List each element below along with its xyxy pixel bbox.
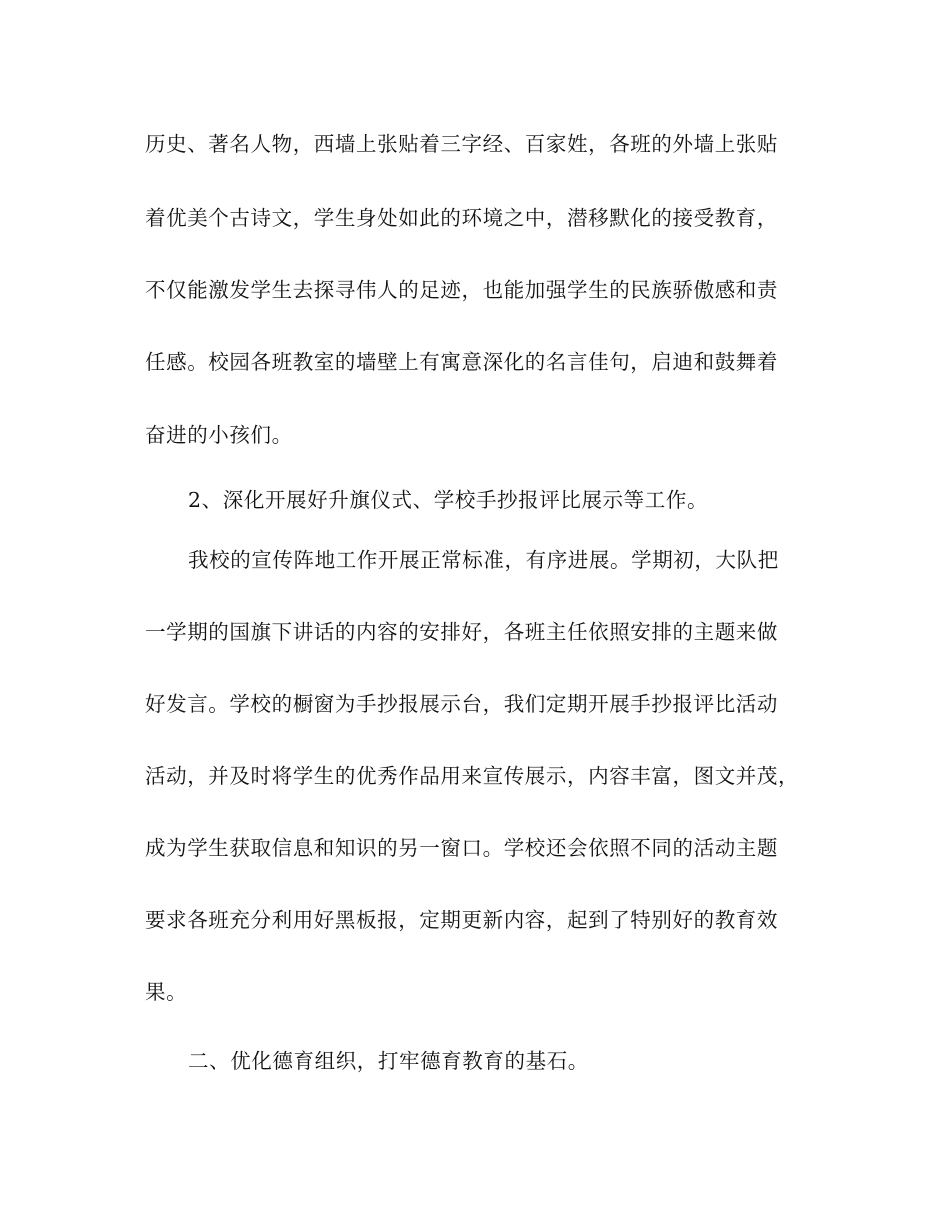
text-line-5: 奋进的小孩们。 [145, 423, 293, 447]
text-line-7: 我校的宣传阵地工作开展正常标准，有序进展。学期初，大队把 [188, 548, 779, 572]
section-heading: 二、优化德育组织，打牢德育教育的基石。 [188, 1049, 589, 1073]
text-line-2: 着优美个古诗文，学生身处如此的环境之中，潜移默化的接受教育， [145, 206, 778, 230]
text-line-3: 不仅能激发学生去探寻伟人的足迹，也能加强学生的民族骄傲感和责 [145, 278, 778, 302]
text-line-10: 活动，并及时将学生的优秀作品用来宣传展示，内容丰富，图文并茂， [145, 764, 800, 788]
text-line-9: 好发言。学校的橱窗为手抄报展示台，我们定期开展手抄报评比活动 [145, 692, 778, 716]
text-line-1: 历史、著名人物，西墙上张贴着三字经、百家姓，各班的外墙上张贴 [145, 132, 778, 156]
subheading-line: 2、深化开展好升旗仪式、学校手抄报评比展示等工作。 [188, 488, 709, 512]
text-line-12: 要求各班充分利用好黑板报，定期更新内容，起到了特别好的教育效 [145, 908, 778, 932]
text-line-8: 一学期的国旗下讲话的内容的安排好，各班主任依照安排的主题来做 [145, 620, 778, 644]
text-line-11: 成为学生获取信息和知识的另一窗口。学校还会依照不同的活动主题 [145, 836, 778, 860]
text-line-4: 任感。校园各班教室的墙壁上有寓意深化的名言佳句，启迪和鼓舞着 [145, 350, 778, 374]
text-line-13: 果。 [145, 980, 188, 1004]
